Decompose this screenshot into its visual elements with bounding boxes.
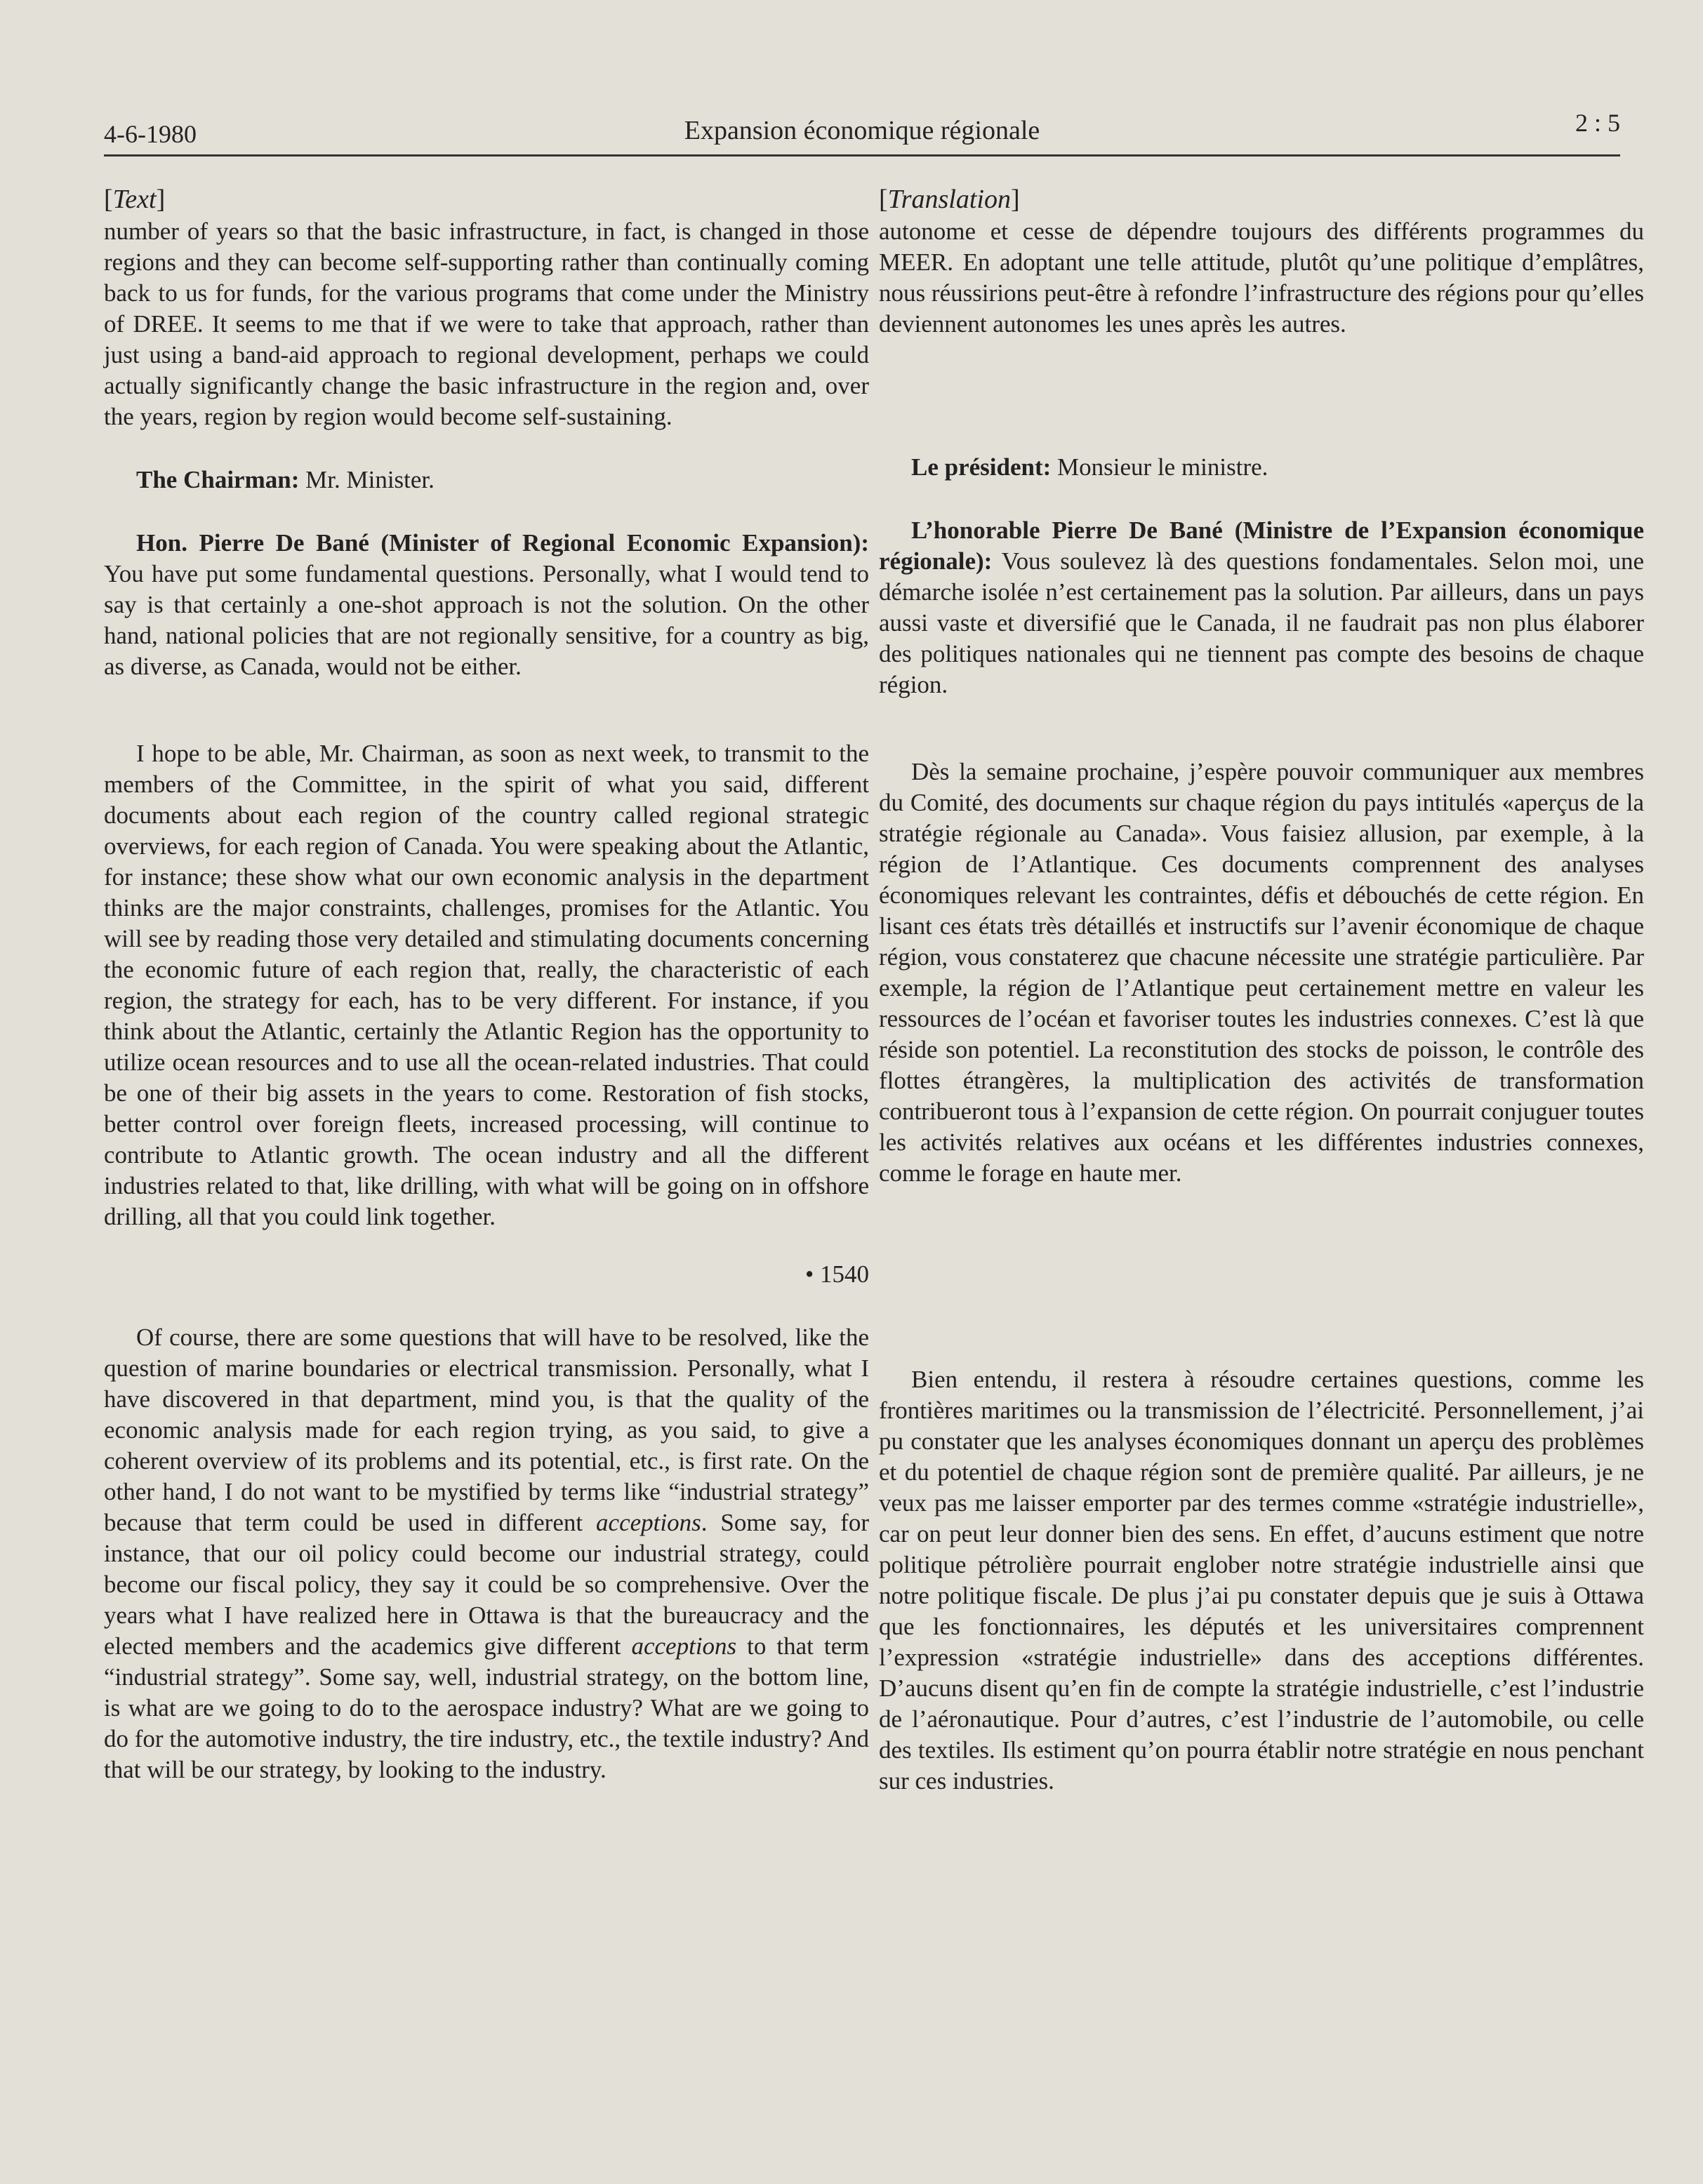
- chairman-remark: The Chairman: Mr. Minister.: [136, 466, 435, 493]
- page-header: [104, 105, 1620, 157]
- speaker-name: The Chairman:: [136, 466, 300, 493]
- translation-tag: [Translation]: [879, 185, 1020, 214]
- president-remark: Le président: Monsieur le ministre.: [911, 453, 1268, 481]
- text-tag: [Text]: [104, 185, 166, 214]
- time-marker: • 1540: [804, 1260, 869, 1288]
- speaker-name: L’honorable Pierre De Bané (Ministre de l’Expansion économique régionale):: [879, 517, 1644, 575]
- french-paragraph-3: Bien entendu, il restera à résoudre certaines questions, comme les frontières maritimes ou la transmission de l’électricité. Personnellement, j’ai pu constater que les analyses économiques donnant un aperçu des problèmes et du potentiel de chaque région sont de première qualité. Par ailleurs, je ne veux pas me laisser emporter par des termes comme «stratégie industrielle», car on peut leur donner bien des sens. En effet, d’aucuns estiment que notre politique pétrolière pourrait englober notre stratégie industrielle ainsi que notre politique fiscale. De plus j’ai pu constater depuis que je suis à Ottawa que les fonctionnaires, les députés et les universitaires comprennent l’expression «stratégie industrielle» dans des acceptions différentes. D’aucuns disent qu’en fin de compte la stratégie industrielle, c’est l’industrie de l’aéronautique. Pour d’autres, c’est l’industrie de l’automobile, ou celle des textiles. Ils estiment qu’on pourra établir notre stratégie en nous penchant sur ces industries.: [879, 1366, 1644, 1795]
- header-page-number: 2 : 5: [1575, 109, 1620, 137]
- english-paragraph-3: Of course, there are some questions that will have to be resolved, like the question of marine boundaries or electrical transmission. Personally, what I have discovered in that department, mind you, is that the quality of the economic analysis made for each region trying, as you said, to give a coherent overview of its problems and its potential, etc., is first rate. On the other hand, I do not want to be mystified by terms like “industrial strategy” because that term could be used in different acceptions. Some say, for instance, that our oil policy could become our industrial strategy, could become our fiscal policy, they say it could be so comprehensive. Over the years what I have realized here in Ottawa is that the bureaucracy and the elected members and the academics give different acceptions to that term “industrial strategy”. Some say, well, industrial strategy, on the bottom line, is what are we going to do to the aerospace industry? What are we going to do for the automotive industry, the tire industry, etc., the textile industry? And that will be our strategy, by looking to the industry.: [104, 1324, 869, 1783]
- french-paragraph-2: Dès la semaine prochaine, j’espère pouvoir communiquer aux membres du Comité, des documents sur chaque région du pays intitulés «aperçus de la stratégie régionale au Canada». Vous faisiez allusion, par exemple, à la région de l’Atlantique. Ces documents comprennent des analyses économiques relevant les contraintes, défis et débouchés de cette région. En lisant ces états très détaillés et instructifs sur l’avenir économique de chaque région, vous constaterez que chacune nécessite une stratégie particulière. Par exemple, la région de l’Atlantique peut certainement mettre en valeur les ressources de l’océan et favoriser toutes les industries connexes. C’est là que réside son potentiel. La reconstitution des stocks de poisson, le contrôle des flottes étrangères, la multiplication des activités de transformation contribueront tous à l’expansion de cette région. On pourrait conjuguer toutes les activités relatives aux océans et les différentes industries connexes, comme le forage en haute mer.: [879, 758, 1644, 1187]
- english-paragraph-2: I hope to be able, Mr. Chairman, as soon as next week, to transmit to the members of the Committee, in the spirit of what you said, different documents about each region of the country called regional strategic overviews, for each region of Canada. You were speaking about the Atlantic, for instance; these show what our own economic analysis in the department thinks are the major constraints, challenges, promises for the Atlantic. You will see by reading those very detailed and stimulating documents concerning the economic future of each region that, really, the characteristic of each region, the strategy for each, has to be very different. For instance, if you think about the Atlantic, certainly the Atlantic Region has the opportunity to utilize ocean resources and to use all the ocean-related industries. That could be one of their big assets in the years to come. Restoration of fish stocks, better control over foreign fleets, increased processing, will continue to contribute to Atlantic growth. The ocean industry and all the different industries related to that, like drilling, with what will be going on in offshore drilling, all that you could link together.: [104, 740, 869, 1230]
- minister-remark: Hon. Pierre De Bané (Minister of Regional Economic Expansion): You have put some fundamental questions. Personally, what I would tend to say is that certainly a one-shot approach is not the solution. On the other hand, national policies that are not regionally sensitive, for a country as big, as diverse, as Canada, would not be either.: [104, 529, 869, 680]
- speaker-name: Hon. Pierre De Bané (Minister of Regional Economic Expansion):: [136, 529, 869, 557]
- header-title: Expansion économique régionale: [684, 116, 1040, 145]
- english-paragraph-1: number of years so that the basic infrastructure, in fact, is changed in those regions and they can become self-supporting rather than continually coming back to us for funds, for the various programs that come under the Ministry of DREE. It seems to me that if we were to take that approach, rather than just using a band-aid approach to regional development, perhaps we could actually significantly change the basic infrastructure in the region and, over the years, region by region would become self-sustaining.: [104, 218, 869, 430]
- speaker-name: Le président:: [911, 453, 1052, 481]
- header-date: 4-6-1980: [104, 120, 197, 148]
- ministre-remark: L’honorable Pierre De Bané (Ministre de l’Expansion économique régionale): Vous soulevez là des questions fondamentales. Selon moi, une démarche isolée n’est certainement pas la solution. Par ailleurs, dans un pays aussi vaste et diversifié que le Canada, il ne faudrait pas non plus élaborer des politiques nationales qui ne tiennent pas compte des besoins de chaque région.: [879, 517, 1644, 698]
- french-paragraph-1: autonome et cesse de dépendre toujours des différents programmes du MEER. En adoptant une telle attitude, plutôt qu’une politique d’emplâtres, nous réussirions peut-être à refondre l’infrastructure des régions pour qu’elles deviennent autonomes les unes après les autres.: [879, 218, 1644, 338]
- french-column: [879, 184, 1644, 1797]
- english-column: [104, 184, 869, 1785]
